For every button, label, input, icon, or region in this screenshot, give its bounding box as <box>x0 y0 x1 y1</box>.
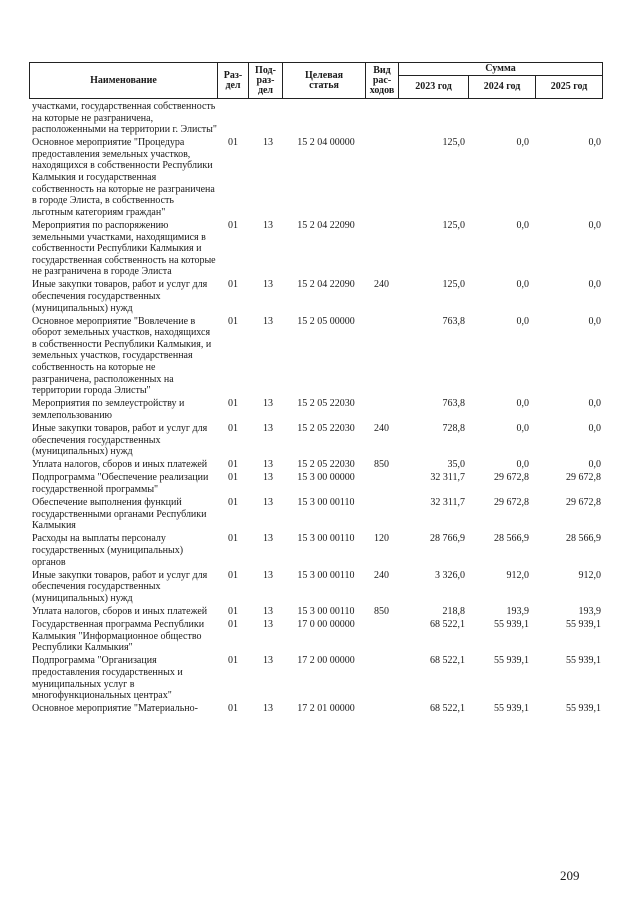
row-value-2025: 0,0 <box>588 459 601 471</box>
row-section: 01 <box>228 137 238 149</box>
row-subsection: 13 <box>263 398 273 410</box>
row-name: Расходы на выплаты персоналу государственных (муниципальных) органов <box>32 533 184 568</box>
row-subsection: 13 <box>263 655 273 667</box>
row-name: Обеспечение выполнения функций государственными органами Республики Калмыкия <box>32 497 207 532</box>
header-year-2025: 2025 год <box>536 76 603 99</box>
header-year-2023: 2023 год <box>399 76 469 99</box>
table-row <box>29 533 602 568</box>
row-name: Подпрограмма "Организация предоставления государственных и муниципальных услуг в многофункциональных центрах" <box>32 655 183 702</box>
page-number: 209 <box>560 868 580 883</box>
row-value-2023: 763,8 <box>442 398 465 410</box>
row-article: 17 2 01 00000 <box>297 703 355 715</box>
row-section: 01 <box>228 472 238 484</box>
row-value-2024: 55 939,1 <box>494 655 529 667</box>
table-body <box>29 101 602 715</box>
row-value-2024: 29 672,8 <box>494 497 529 509</box>
table-row <box>29 398 602 421</box>
row-value-2023: 32 311,7 <box>430 497 465 509</box>
row-value-2023: 125,0 <box>442 219 465 231</box>
row-value-2024: 55 939,1 <box>494 703 529 715</box>
row-value-2023: 125,0 <box>442 137 465 149</box>
row-article: 17 2 00 00000 <box>297 655 355 667</box>
table-row <box>29 570 602 605</box>
table-row <box>29 316 602 397</box>
row-section: 01 <box>228 569 238 581</box>
table-row <box>29 423 602 458</box>
row-section: 01 <box>228 315 238 327</box>
row-expense-type: 240 <box>374 279 389 291</box>
row-value-2025: 55 939,1 <box>566 703 601 715</box>
row-expense-type: 850 <box>374 459 389 471</box>
row-value-2024: 0,0 <box>516 279 529 291</box>
row-value-2024: 193,9 <box>506 605 529 617</box>
row-expense-type: 850 <box>374 605 389 617</box>
table-header <box>29 62 603 99</box>
row-subsection: 13 <box>263 472 273 484</box>
table-row <box>29 459 602 471</box>
row-expense-type: 120 <box>374 533 389 545</box>
row-value-2023: 763,8 <box>442 315 465 327</box>
row-value-2025: 0,0 <box>588 398 601 410</box>
row-name: Иные закупки товаров, работ и услуг для обеспечения государственных (муниципальных) нужд <box>32 423 208 458</box>
row-expense-type: 240 <box>374 569 389 581</box>
row-section: 01 <box>228 655 238 667</box>
row-value-2024: 55 939,1 <box>494 619 529 631</box>
row-value-2025: 912,0 <box>578 569 601 581</box>
header-section: Раз- дел <box>218 63 249 99</box>
table-row <box>29 606 602 618</box>
row-value-2023: 218,8 <box>442 605 465 617</box>
row-article: 15 3 00 00110 <box>297 497 355 509</box>
row-subsection: 13 <box>263 533 273 545</box>
header-name: Наименование <box>30 63 218 99</box>
row-subsection: 13 <box>263 219 273 231</box>
row-subsection: 13 <box>263 619 273 631</box>
row-value-2025: 0,0 <box>588 219 601 231</box>
row-value-2023: 68 522,1 <box>430 619 465 631</box>
row-value-2023: 125,0 <box>442 279 465 291</box>
row-value-2024: 29 672,8 <box>494 472 529 484</box>
row-name: Основное мероприятие "Процедура предоставления земельных участков, находящихся в собственности Республики Калмыкия и государственная собственность на которые не разграничена в городе Элиста, в собственность льготным категориям граждан" <box>32 137 215 218</box>
header-year-2024: 2024 год <box>469 76 536 99</box>
row-subsection: 13 <box>263 137 273 149</box>
row-value-2023: 35,0 <box>447 459 465 471</box>
row-value-2025: 55 939,1 <box>566 655 601 667</box>
table-row <box>29 703 602 715</box>
row-value-2023: 32 311,7 <box>430 472 465 484</box>
row-subsection: 13 <box>263 315 273 327</box>
row-value-2024: 0,0 <box>516 315 529 327</box>
header-subsection: Под- раз- дел <box>249 63 283 99</box>
row-name: Иные закупки товаров, работ и услуг для обеспечения государственных (муниципальных) нужд <box>32 279 208 314</box>
row-subsection: 13 <box>263 605 273 617</box>
row-section: 01 <box>228 619 238 631</box>
table-row <box>29 220 602 278</box>
row-value-2024: 0,0 <box>516 137 529 149</box>
header-article: Целевая статья <box>283 63 366 99</box>
row-name: Уплата налогов, сборов и иных платежей <box>32 459 208 471</box>
row-name: Основное мероприятие "Вовлечение в оборот земельных участков, находящихся в собственности Республики Калмыкия, и земельных участков, государственная собственность на которые не разграничена, расположенных на территории города Элисты" <box>32 315 212 397</box>
row-name: Мероприятия по землеустройству и землепользованию <box>32 398 185 421</box>
table-row <box>29 279 602 314</box>
row-article: 15 2 04 22090 <box>297 279 355 291</box>
row-name: Государственная программа Республики Калмыкия "Информационное общество Республики Калмыкия" <box>32 619 205 654</box>
row-value-2025: 28 566,9 <box>566 533 601 545</box>
row-value-2025: 0,0 <box>588 315 601 327</box>
row-section: 01 <box>228 533 238 545</box>
row-value-2024: 0,0 <box>516 398 529 410</box>
row-section: 01 <box>228 605 238 617</box>
row-section: 01 <box>228 279 238 291</box>
row-value-2025: 193,9 <box>578 605 601 617</box>
row-value-2023: 728,8 <box>442 423 465 435</box>
row-article: 15 2 05 00000 <box>297 315 355 327</box>
row-name: участками, государственная собственность на которые не разграничена, расположенными на территории г. Элисты" <box>32 101 217 136</box>
table-row <box>29 472 602 495</box>
row-value-2025: 0,0 <box>588 279 601 291</box>
row-article: 15 3 00 00000 <box>297 472 355 484</box>
row-value-2024: 28 566,9 <box>494 533 529 545</box>
row-value-2025: 0,0 <box>588 423 601 435</box>
row-article: 17 0 00 00000 <box>297 619 355 631</box>
row-article: 15 2 04 00000 <box>297 137 355 149</box>
table-row <box>29 137 602 218</box>
row-section: 01 <box>228 423 238 435</box>
row-section: 01 <box>228 459 238 471</box>
row-subsection: 13 <box>263 279 273 291</box>
row-value-2023: 68 522,1 <box>430 655 465 667</box>
row-section: 01 <box>228 497 238 509</box>
table-row <box>29 497 602 532</box>
row-article: 15 2 04 22090 <box>297 219 355 231</box>
row-value-2024: 0,0 <box>516 459 529 471</box>
row-value-2023: 3 326,0 <box>435 569 465 581</box>
row-subsection: 13 <box>263 497 273 509</box>
row-name: Мероприятия по распоряжению земельными участками, находящимися в собственности Республики Калмыкия и государственная собственность на которые не разграничена в городе Элиста <box>32 219 216 278</box>
row-value-2023: 28 766,9 <box>430 533 465 545</box>
row-article: 15 3 00 00110 <box>297 605 355 617</box>
table-row <box>29 101 602 136</box>
header-sum: Сумма <box>399 63 603 76</box>
row-value-2025: 0,0 <box>588 137 601 149</box>
table-row <box>29 619 602 654</box>
row-value-2025: 55 939,1 <box>566 619 601 631</box>
row-value-2025: 29 672,8 <box>566 472 601 484</box>
row-subsection: 13 <box>263 459 273 471</box>
row-name: Подпрограмма "Обеспечение реализации государственной программы" <box>32 472 209 495</box>
row-section: 01 <box>228 219 238 231</box>
row-expense-type: 240 <box>374 423 389 435</box>
row-article: 15 3 00 00110 <box>297 569 355 581</box>
row-article: 15 2 05 22030 <box>297 423 355 435</box>
row-article: 15 3 00 00110 <box>297 533 355 545</box>
row-subsection: 13 <box>263 569 273 581</box>
row-value-2025: 29 672,8 <box>566 497 601 509</box>
row-value-2024: 0,0 <box>516 219 529 231</box>
row-name: Иные закупки товаров, работ и услуг для обеспечения государственных (муниципальных) нужд <box>32 569 208 604</box>
row-name: Основное мероприятие "Материально- <box>32 703 198 715</box>
row-subsection: 13 <box>263 423 273 435</box>
table-row <box>29 655 602 701</box>
row-section: 01 <box>228 703 238 715</box>
header-expense-type: Вид рас- ходов <box>366 63 399 99</box>
row-name: Уплата налогов, сборов и иных платежей <box>32 605 208 617</box>
row-article: 15 2 05 22030 <box>297 398 355 410</box>
row-value-2024: 912,0 <box>506 569 529 581</box>
row-section: 01 <box>228 398 238 410</box>
row-article: 15 2 05 22030 <box>297 459 355 471</box>
row-subsection: 13 <box>263 703 273 715</box>
row-value-2023: 68 522,1 <box>430 703 465 715</box>
row-value-2024: 0,0 <box>516 423 529 435</box>
